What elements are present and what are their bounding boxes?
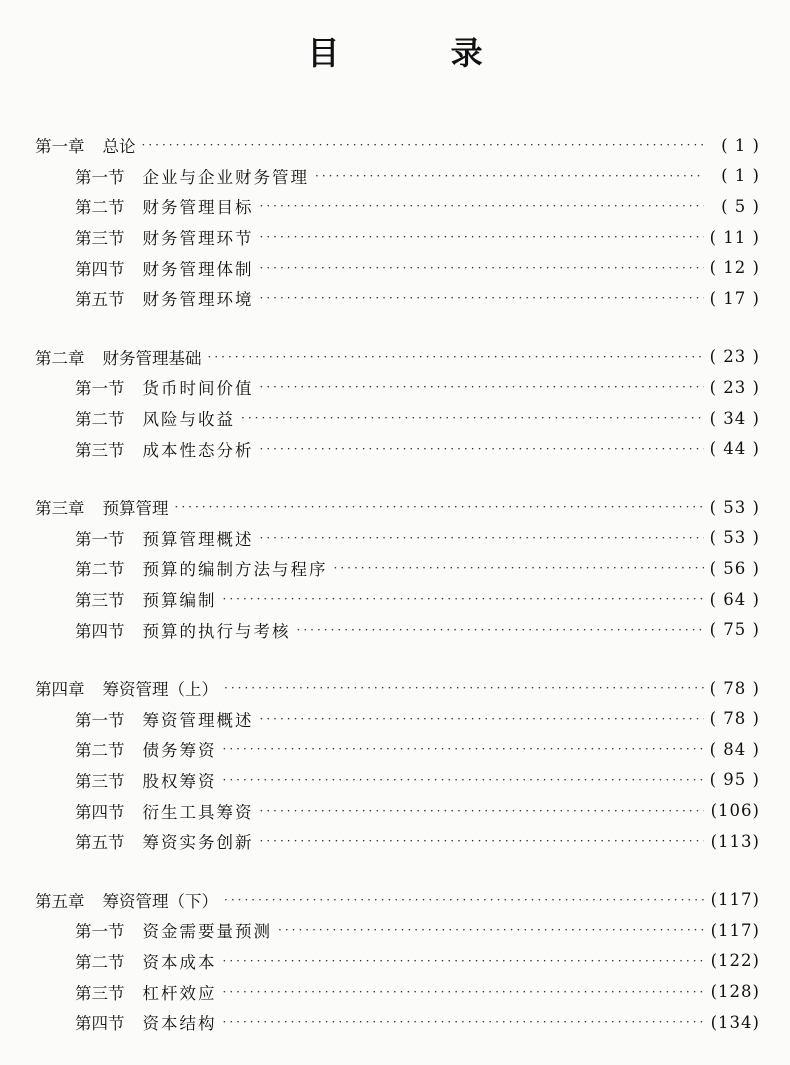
entry-page: ( 78 ) [709,709,760,729]
entry-number: 第二节 [75,741,125,761]
toc-section-entry[interactable] [35,946,760,977]
entry-page: ( 53 ) [709,528,760,548]
toc-chapter-entry[interactable] [35,342,760,373]
entry-page: (134) [710,1012,760,1032]
entry-number: 第三节 [75,771,125,791]
dot-leader [223,985,705,999]
dot-leader [315,169,704,183]
toc-section-entry[interactable] [35,433,760,464]
entry-page: ( 56 ) [709,558,760,578]
dot-leader [223,742,704,756]
entry-page: ( 53 ) [709,497,760,517]
entry-title: 总论 [102,137,136,157]
entry-number: 第四章 [35,680,85,700]
entry-page: ( 1 ) [721,135,760,155]
dot-leader [260,442,704,456]
toc-section-entry[interactable] [35,1007,760,1038]
toc-section-entry[interactable] [35,161,760,192]
dot-leader [142,138,705,152]
toc-section-entry[interactable] [35,826,760,857]
chapter-block [35,492,760,645]
dot-leader [241,411,704,425]
dot-leader [224,893,704,907]
entry-page: ( 17 ) [709,288,760,308]
entry-number: 第三章 [35,499,85,519]
dot-leader [260,199,705,213]
entry-number: 第二节 [75,198,125,218]
entry-page: ( 95 ) [709,770,760,790]
entry-number: 第二章 [35,348,85,368]
entry-title: 财务管理体制 [142,259,254,279]
entry-number: 第五节 [75,833,125,853]
toc-section-entry[interactable] [35,765,760,796]
toc-section-entry[interactable] [35,191,760,222]
entry-title: 资本成本 [142,952,217,972]
entry-title: 企业与企业财务管理 [142,167,309,187]
dot-leader [260,531,704,545]
entry-page: ( 5 ) [721,196,760,216]
entry-title: 财务管理目标 [142,198,254,218]
entry-page: (128) [710,982,760,1002]
entry-title: 财务管理环境 [142,290,254,310]
entry-page: ( 11 ) [709,227,760,247]
toc-section-entry[interactable] [35,403,760,434]
chapter-block [35,342,760,464]
entry-title: 债务筹资 [142,741,217,761]
toc-section-entry[interactable] [35,734,760,765]
dot-leader [260,261,704,275]
dot-leader [175,500,704,514]
toc-section-entry[interactable] [35,976,760,1007]
toc-section-entry[interactable] [35,704,760,735]
entry-title: 预算管理概述 [142,529,254,549]
entry-page: ( 44 ) [709,439,760,459]
entry-title: 筹资管理（下） [102,891,218,911]
entry-title: 筹资实务创新 [142,833,254,853]
entry-number: 第二节 [75,560,125,580]
dot-leader [260,291,704,305]
entry-title: 风险与收益 [142,410,235,430]
entry-number: 第三节 [75,229,125,249]
table-of-contents [35,130,760,1065]
dot-leader [260,380,704,394]
dot-leader [260,230,704,244]
entry-title: 预算管理 [102,499,169,519]
entry-page: ( 34 ) [709,408,760,428]
dot-leader [223,954,705,968]
entry-number: 第一节 [75,922,125,942]
entry-number: 第一章 [35,137,85,157]
entry-number: 第四节 [75,1014,125,1034]
entry-number: 第二节 [75,952,125,972]
entry-number: 第一节 [75,529,125,549]
entry-title: 成本性态分析 [142,440,254,460]
entry-page: (106) [710,801,760,821]
page-title: 目 录 [307,34,533,72]
entry-page: ( 23 ) [709,347,760,367]
chapter-block [35,673,760,857]
entry-title: 杠杆效应 [142,983,217,1003]
chapter-block [35,130,760,314]
entry-page: (113) [710,831,760,851]
entry-number: 第四节 [75,802,125,822]
entry-number: 第三节 [75,983,125,1003]
entry-title: 预算的执行与考核 [142,621,291,641]
toc-chapter-entry[interactable] [35,130,760,161]
entry-number: 第一节 [75,379,125,399]
entry-number: 第二节 [75,410,125,430]
chapter-block [35,884,760,1037]
entry-number: 第三节 [75,440,125,460]
dot-leader [260,804,705,818]
entry-title: 预算编制 [142,591,217,611]
dot-leader [260,712,704,726]
toc-section-entry[interactable] [35,915,760,946]
toc-section-entry[interactable] [35,283,760,314]
entry-page: ( 1 ) [721,166,760,186]
entry-title: 资金需要量预测 [142,922,272,942]
entry-title: 预算的编制方法与程序 [142,560,328,580]
entry-page: (117) [710,890,760,910]
dot-leader [223,773,704,787]
dot-leader [334,561,704,575]
entry-title: 资本结构 [142,1014,217,1034]
entry-number: 第四节 [75,621,125,641]
toc-section-entry[interactable] [35,252,760,283]
entry-page: ( 75 ) [709,620,760,640]
entry-title: 货币时间价值 [142,379,254,399]
entry-number: 第五节 [75,290,125,310]
entry-page: ( 12 ) [709,258,760,278]
dot-leader [260,834,705,848]
entry-number: 第五章 [35,891,85,911]
entry-title: 财务管理基础 [102,348,202,368]
dot-leader [224,681,704,695]
toc-section-entry[interactable] [35,553,760,584]
dot-leader [297,623,704,637]
toc-chapter-entry[interactable] [35,492,760,523]
toc-section-entry[interactable] [35,584,760,615]
dot-leader [278,923,704,937]
entry-page: (117) [710,920,760,940]
dot-leader [223,592,704,606]
entry-number: 第三节 [75,591,125,611]
toc-section-entry[interactable] [35,795,760,826]
entry-number: 第四节 [75,259,125,279]
dot-leader [223,1015,705,1029]
entry-number: 第一节 [75,167,125,187]
toc-chapter-entry[interactable] [35,884,760,915]
entry-title: 财务管理环节 [142,229,254,249]
entry-page: ( 84 ) [709,739,760,759]
entry-title: 筹资管理概述 [142,710,254,730]
entry-page: ( 23 ) [709,377,760,397]
dot-leader [208,350,704,364]
toc-section-entry[interactable] [35,372,760,403]
entry-page: ( 78 ) [709,678,760,698]
toc-section-entry[interactable] [35,523,760,554]
toc-section-entry[interactable] [35,614,760,645]
toc-chapter-entry[interactable] [35,673,760,704]
entry-title: 衍生工具筹资 [142,802,254,822]
entry-title: 股权筹资 [142,771,217,791]
entry-title: 筹资管理（上） [102,680,218,700]
toc-section-entry[interactable] [35,222,760,253]
entry-page: (122) [710,951,760,971]
entry-number: 第一节 [75,710,125,730]
entry-page: ( 64 ) [709,589,760,609]
